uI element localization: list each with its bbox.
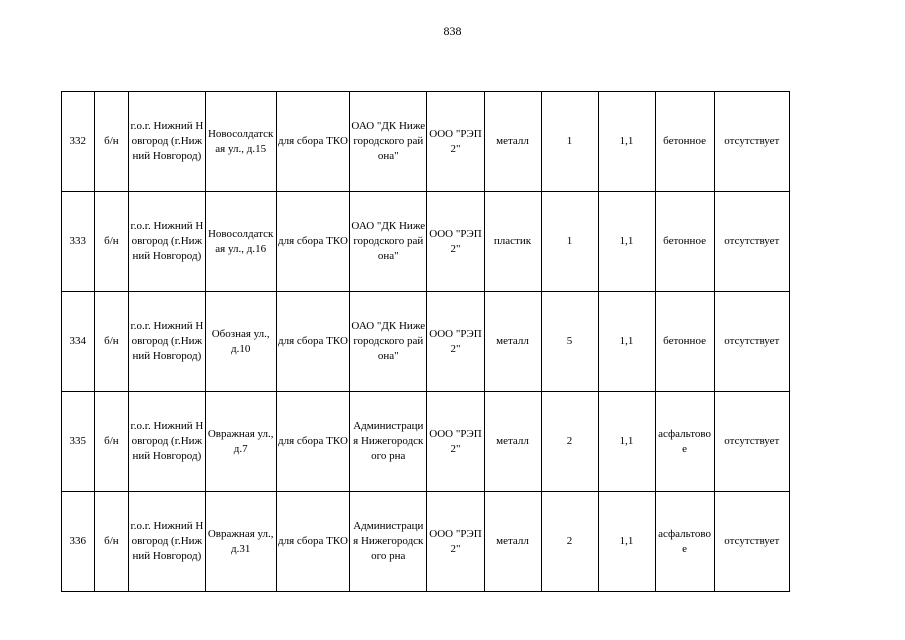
service-organization-cell: ООО "РЭП2"	[427, 192, 484, 292]
registry-number-cell: б/н	[94, 392, 129, 492]
purpose-cell: для сбора ТКО	[276, 192, 349, 292]
row-number-cell: 333	[62, 192, 95, 292]
purpose-cell: для сбора ТКО	[276, 92, 349, 192]
surface-type-cell: асфальтовое	[655, 492, 714, 592]
purpose-cell: для сбора ТКО	[276, 292, 349, 392]
container-volume-cell: 1,1	[598, 192, 655, 292]
container-material-cell: металл	[484, 92, 541, 192]
purpose-cell: для сбора ТКО	[276, 392, 349, 492]
container-count-cell: 1	[541, 92, 598, 192]
surface-type-cell: асфальтовое	[655, 392, 714, 492]
container-count-cell: 1	[541, 192, 598, 292]
container-material-cell: металл	[484, 492, 541, 592]
purpose-cell: для сбора ТКО	[276, 492, 349, 592]
table-row	[62, 492, 790, 592]
owner-cell: ОАО "ДК Нижегородского района"	[350, 92, 427, 192]
municipality-cell: г.о.г. Нижний Новгород (г.Нижний Новгород)	[129, 192, 205, 292]
service-organization-cell: ООО "РЭП2"	[427, 92, 484, 192]
municipality-cell: г.о.г. Нижний Новгород (г.Нижний Новгород)	[129, 292, 205, 392]
container-material-cell: металл	[484, 392, 541, 492]
surface-type-cell: бетонное	[655, 292, 714, 392]
municipality-cell: г.о.г. Нижний Новгород (г.Нижний Новгород)	[129, 92, 205, 192]
container-material-cell: металл	[484, 292, 541, 392]
page-number: 838	[443, 24, 462, 38]
fence-cell: отсутствует	[714, 392, 789, 492]
row-number-cell: 332	[62, 92, 95, 192]
address-cell: Овражная ул.,д.31	[205, 492, 276, 592]
fence-cell: отсутствует	[714, 292, 789, 392]
address-cell: Обозная ул., д.10	[205, 292, 276, 392]
registry-number-cell: б/н	[94, 492, 129, 592]
registry-table-body	[62, 92, 790, 592]
fence-cell: отсутствует	[714, 92, 789, 192]
table-row	[62, 92, 790, 192]
surface-type-cell: бетонное	[655, 92, 714, 192]
registry-number-cell: б/н	[94, 92, 129, 192]
container-count-cell: 2	[541, 392, 598, 492]
table-row	[62, 192, 790, 292]
municipality-cell: г.о.г. Нижний Новгород (г.Нижний Новгород)	[129, 392, 205, 492]
owner-cell: ОАО "ДК Нижегородского района"	[350, 292, 427, 392]
container-material-cell: пластик	[484, 192, 541, 292]
row-number-cell: 334	[62, 292, 95, 392]
registry-number-cell: б/н	[94, 292, 129, 392]
address-cell: Новосолдатская ул., д.15	[205, 92, 276, 192]
owner-cell: Администрация Нижегородского рна	[350, 392, 427, 492]
service-organization-cell: ООО "РЭП2"	[427, 292, 484, 392]
service-organization-cell: ООО "РЭП2"	[427, 392, 484, 492]
row-number-cell: 335	[62, 392, 95, 492]
owner-cell: Администрация Нижегородского рна	[350, 492, 427, 592]
table-row	[62, 392, 790, 492]
surface-type-cell: бетонное	[655, 192, 714, 292]
container-volume-cell: 1,1	[598, 392, 655, 492]
fence-cell: отсутствует	[714, 192, 789, 292]
container-volume-cell: 1,1	[598, 492, 655, 592]
table-row	[62, 292, 790, 392]
service-organization-cell: ООО "РЭП2"	[427, 492, 484, 592]
address-cell: Овражная ул.,д.7	[205, 392, 276, 492]
container-volume-cell: 1,1	[598, 292, 655, 392]
container-count-cell: 2	[541, 492, 598, 592]
row-number-cell: 336	[62, 492, 95, 592]
registry-number-cell: б/н	[94, 192, 129, 292]
address-cell: Новосолдатская ул., д.16	[205, 192, 276, 292]
municipality-cell: г.о.г. Нижний Новгород (г.Нижний Новгород)	[129, 492, 205, 592]
fence-cell: отсутствует	[714, 492, 789, 592]
registry-table	[61, 91, 790, 592]
container-count-cell: 5	[541, 292, 598, 392]
container-volume-cell: 1,1	[598, 92, 655, 192]
owner-cell: ОАО "ДК Нижегородского района"	[350, 192, 427, 292]
